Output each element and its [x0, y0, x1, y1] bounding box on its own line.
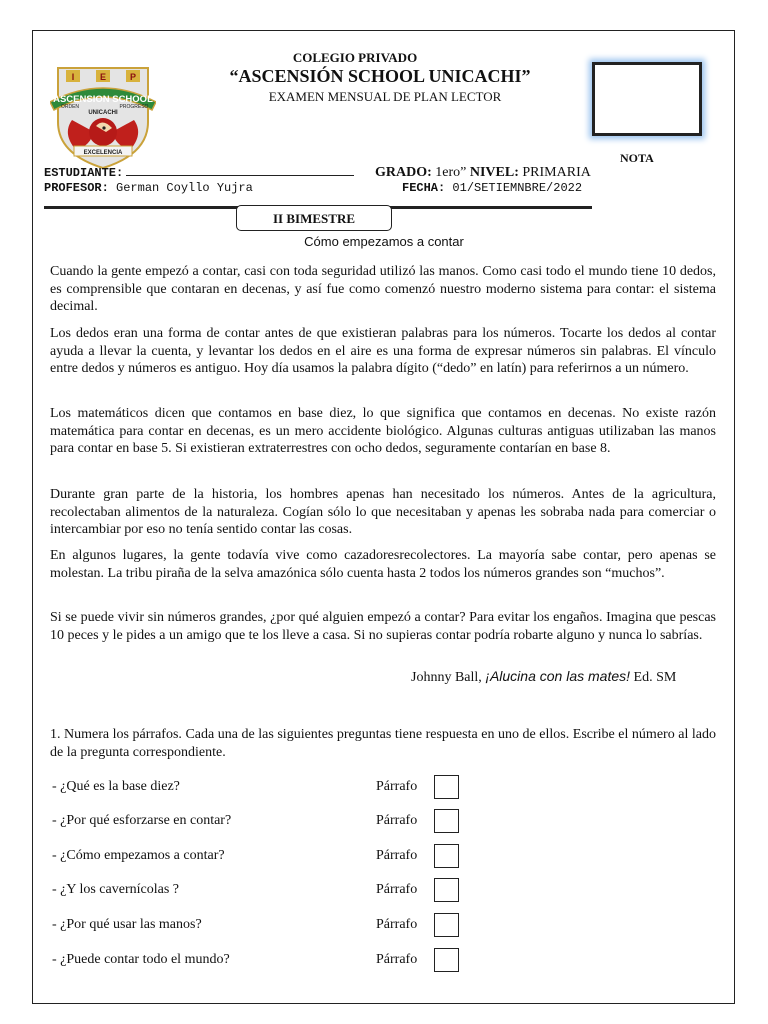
question-row — [52, 844, 472, 870]
svg-text:UNICACHI: UNICACHI — [88, 110, 118, 116]
student-label: ESTUDIANTE: — [44, 166, 124, 180]
svg-text:EXCELENCIA: EXCELENCIA — [83, 150, 123, 156]
svg-text:ORDEN: ORDEN — [60, 104, 80, 110]
student-name-line[interactable] — [126, 166, 354, 176]
paragraph-label: Párrafo — [376, 917, 418, 932]
question-row — [52, 775, 472, 801]
school-name: “ASCENSIÓN SCHOOL UNICACHI” — [229, 66, 531, 86]
date-row — [402, 181, 582, 195]
paragraph-6: Si se puede vivir sin números grandes, ¿por qué alguien empezó a contar? Para evitar los engaños. Imagina que pescas 10 peces y le pides a un amigo que te los lleve a casa. Si no supieras contar podría robarte alguno y nunca lo sabrías. — [50, 610, 716, 643]
profesor-label: PROFESOR: — [44, 181, 109, 195]
exam-title: EXAMEN MENSUAL DE PLAN LECTOR — [268, 89, 502, 104]
paragraph-label: Párrafo — [376, 882, 418, 897]
svg-text:ASCENSION SCHOOL: ASCENSION SCHOOL — [53, 94, 153, 105]
svg-text:I: I — [71, 72, 75, 82]
question-text: - ¿Y los cavernícolas ? — [52, 882, 179, 897]
question-row — [52, 809, 472, 835]
svg-text:E: E — [99, 72, 107, 82]
teacher-row — [44, 181, 253, 195]
profesor-value: German Coyllo Yujra — [116, 181, 253, 195]
exercise-instruction: 1. Numera los párrafos. Cada una de las siguientes preguntas tiene respuesta en uno de ellos. Escribe el número al lado de la pregunta correspondiente. — [50, 727, 716, 760]
answer-box[interactable] — [434, 775, 459, 799]
grado-label: GRADO: — [375, 165, 432, 180]
answer-box[interactable] — [434, 809, 459, 833]
source-citation — [411, 668, 676, 686]
nota-label: NOTA — [620, 151, 654, 165]
paragraph-1: Cuando la gente empezó a contar, casi con toda seguridad utilizó las manos. Como casi todo el mundo tiene 10 dedos, es comprensible que contaran en decenas, y así fue como comenzó nuestro moderno sistema para contar: el sistema decimal. — [50, 264, 716, 314]
question-row — [52, 913, 472, 939]
author-name: Johnny Ball, — [411, 670, 486, 685]
grade-box[interactable] — [592, 62, 702, 136]
question-text: - ¿Puede contar todo el mundo? — [52, 952, 230, 967]
publisher: Ed. SM — [630, 670, 677, 685]
answer-box[interactable] — [434, 844, 459, 868]
paragraph-label: Párrafo — [376, 779, 418, 794]
grado-value: 1ero” — [435, 165, 467, 180]
student-row — [44, 165, 354, 180]
school-type: COLEGIO PRIVADO — [292, 50, 418, 65]
fecha-value: 01/SETIEMNBRE/2022 — [452, 181, 583, 195]
paragraph-label: Párrafo — [376, 848, 418, 863]
question-row — [52, 948, 472, 974]
svg-text:P: P — [129, 72, 137, 82]
question-text: - ¿Cómo empezamos a contar? — [52, 848, 225, 863]
grade-level-row — [375, 165, 591, 181]
nivel-label: NIVEL: — [469, 165, 519, 180]
answer-box[interactable] — [434, 913, 459, 937]
bimestre-badge: II BIMESTRE — [236, 205, 392, 231]
question-text: - ¿Por qué esforzarse en contar? — [52, 813, 232, 828]
fecha-label: FECHA: — [402, 181, 446, 195]
reading-title: Cómo empezamos a contar — [304, 234, 464, 249]
question-text: - ¿Por qué usar las manos? — [52, 917, 202, 932]
paragraph-2: Los dedos eran una forma de contar antes de que existieran palabras para los números. Tocarte los dedos al contar ayuda a llevar la cuenta, y levantar los dedos en el aire es una forma de expresar números sin palabras. El vínculo entre dedos y números es antiguo. Hoy día usamos la palabra dígito (“dedo” en latín) para referirnos a un número. — [50, 326, 716, 376]
answer-box[interactable] — [434, 878, 459, 902]
paragraph-5: En algunos lugares, la gente todavía vive como cazadoresrecolectores. La mayoría sabe contar, pero apenas se molestan. La tribu piraña de la selva amazónica sólo cuenta hasta 2 todos los números grandes son “muchos”. — [50, 548, 716, 581]
question-row — [52, 878, 472, 904]
answer-box[interactable] — [434, 948, 459, 972]
svg-text:PROGRESO: PROGRESO — [119, 104, 149, 110]
paragraph-label: Párrafo — [376, 813, 418, 828]
nivel-value: PRIMARIA — [522, 165, 591, 180]
paragraph-label: Párrafo — [376, 952, 418, 967]
paragraph-4: Durante gran parte de la historia, los hombres apenas han necesitado los números. Antes de la agricultura, recolectaban alimentos de la naturaleza. Cogían sólo lo que necesitaban y apenas les sobraba nada para comerciar o intercambiar por eso no tenía sentido contar las cosas. — [50, 487, 716, 537]
paragraph-3: Los matemáticos dicen que contamos en base diez, lo que significa que contamos en decenas. No existe razón matemática para contar en decenas, es un mero accidente biológico. Algunas culturas antiguas utilizaban las manos para contar en base 5. Si existieran extraterrestres con ocho dedos, seguramente contarían en base 8. — [50, 406, 716, 456]
question-text: - ¿Qué es la base diez? — [52, 779, 180, 794]
book-title: ¡Alucina con las mates! — [485, 668, 631, 684]
school-crest-logo — [50, 62, 156, 170]
